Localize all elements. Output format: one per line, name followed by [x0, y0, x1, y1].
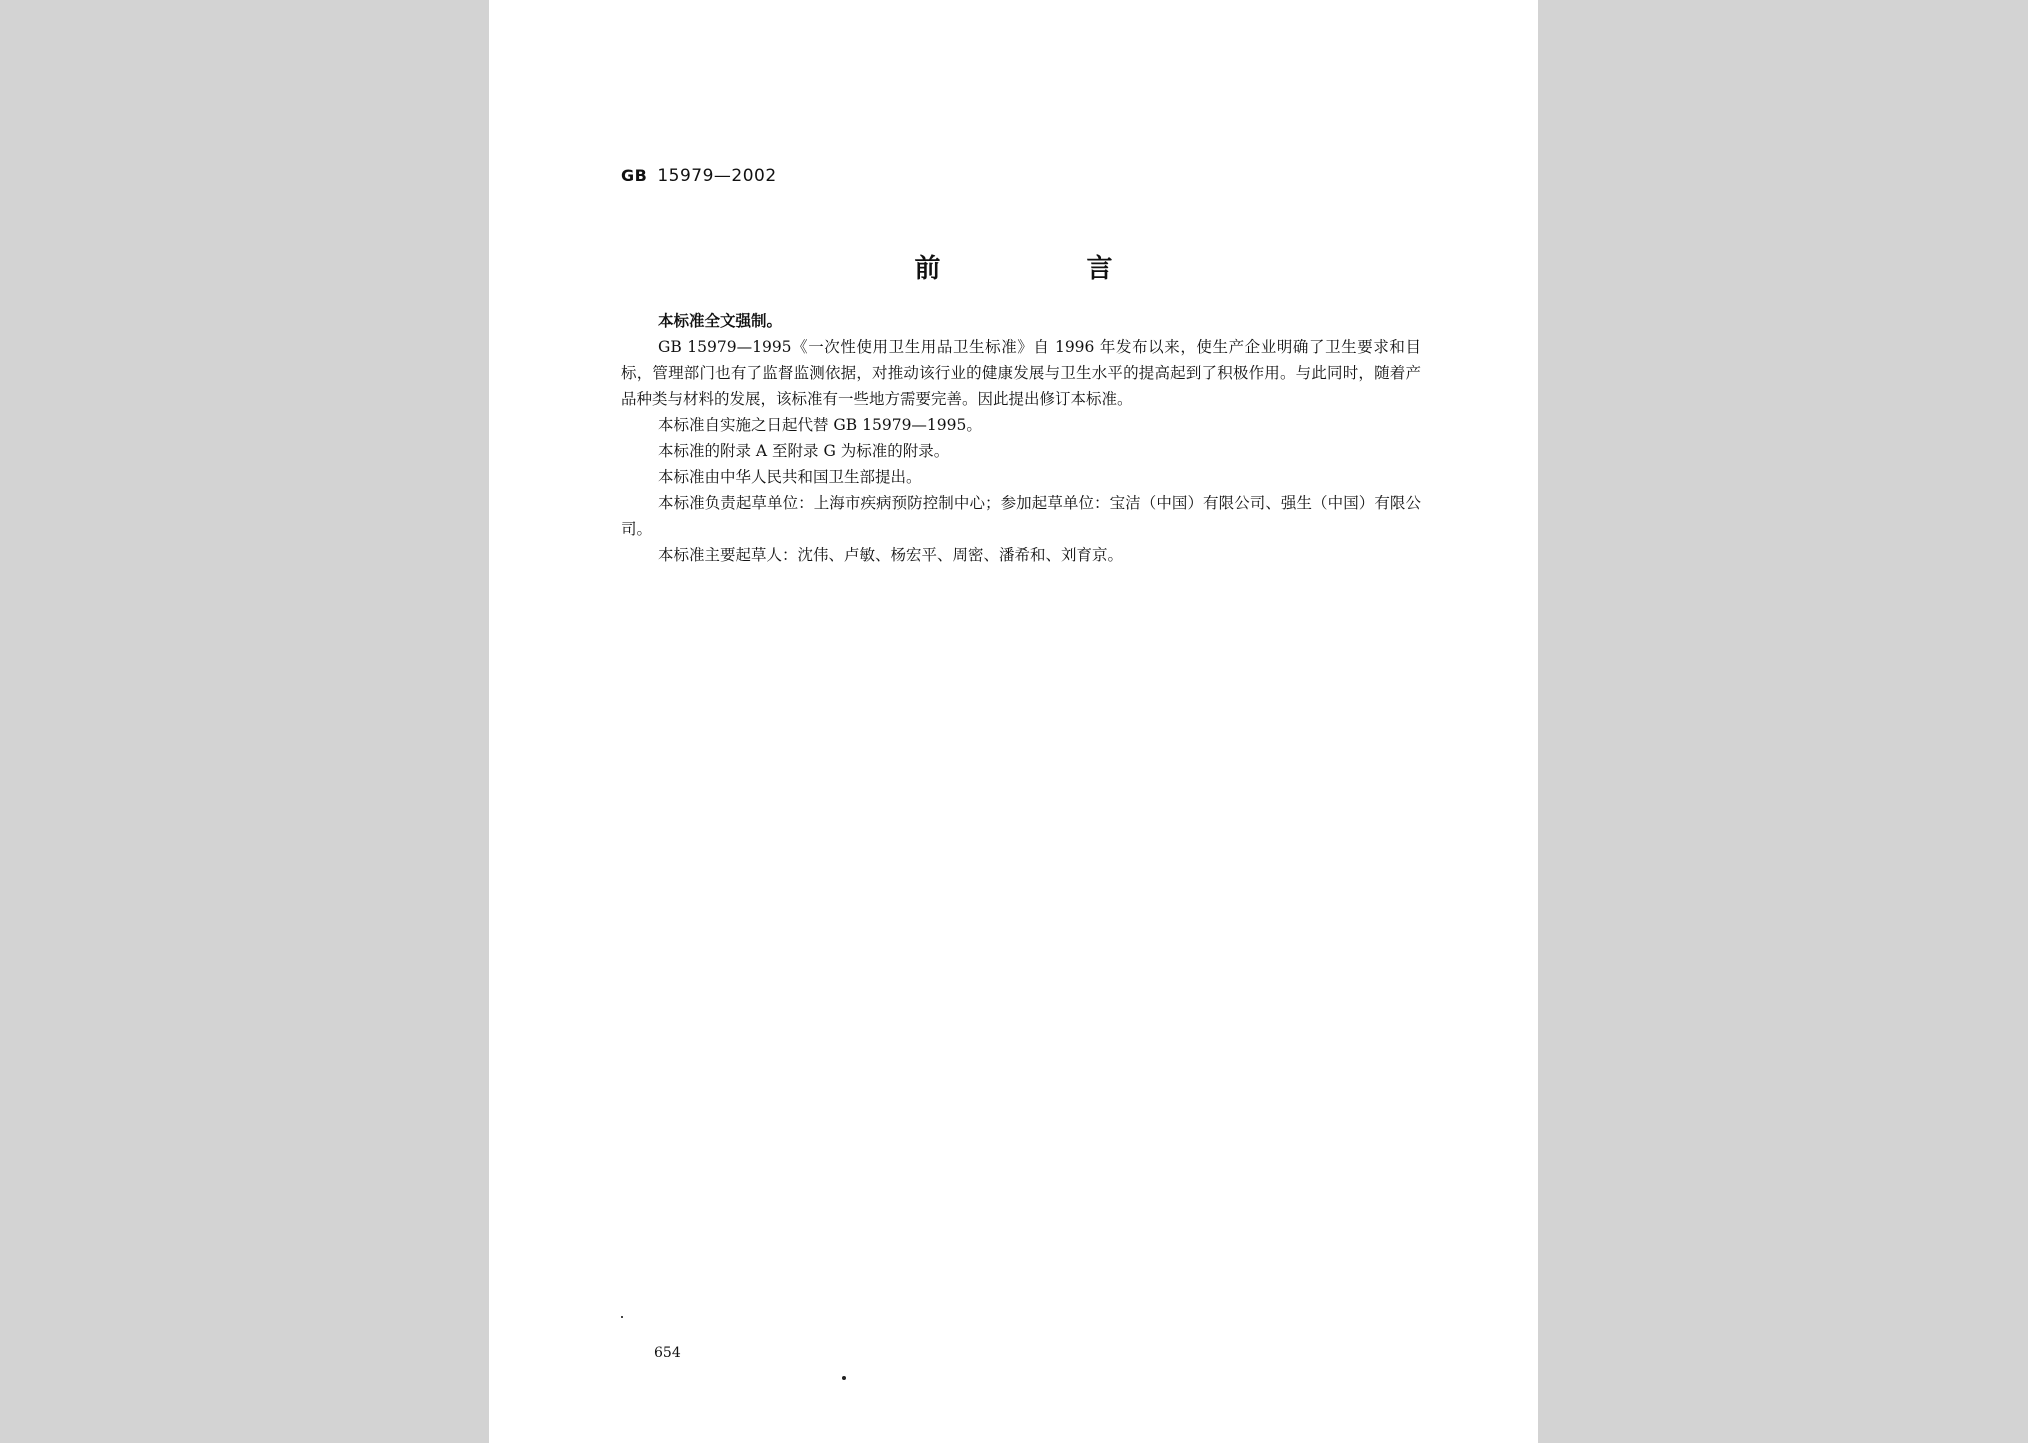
standard-number-header [621, 166, 777, 186]
paragraph: 本标准由中华人民共和国卫生部提出。 [658, 468, 922, 486]
paragraph: 本标准自实施之日起代替 GB 15979—1995。 [658, 416, 982, 434]
scan-dot [842, 1376, 846, 1380]
paragraph: GB 15979—1995《一次性使用卫生用品卫生标准》自 1996 年发布以来，使生产企业明确了卫生要求和目标，管理部门也有了监督监测依据，对推动该行业的健康发展与卫生水平的提高起到了积极作用。与此同时，随着产品种类与材料的发展，该标准有一些地方需要完善。因此提出修订本标准。 [621, 338, 1421, 408]
page-number: 654 [654, 1345, 681, 1361]
paragraph: 本标准全文强制。 [658, 311, 783, 330]
standard-prefix: GB [621, 166, 648, 185]
page-title: 前 言 [914, 254, 1173, 284]
paragraph: 本标准的附录 A 至附录 G 为标准的附录。 [658, 442, 950, 460]
document-page [489, 0, 1538, 1443]
scan-speck [621, 1316, 623, 1318]
standard-number: 15979—2002 [657, 166, 777, 186]
paragraph: 本标准主要起草人：沈伟、卢敏、杨宏平、周密、潘希和、刘育京。 [658, 546, 1124, 564]
foreword-body [621, 308, 1421, 568]
paragraph: 本标准负责起草单位：上海市疾病预防控制中心；参加起草单位：宝洁（中国）有限公司、强生（中国）有限公司。 [621, 494, 1421, 538]
